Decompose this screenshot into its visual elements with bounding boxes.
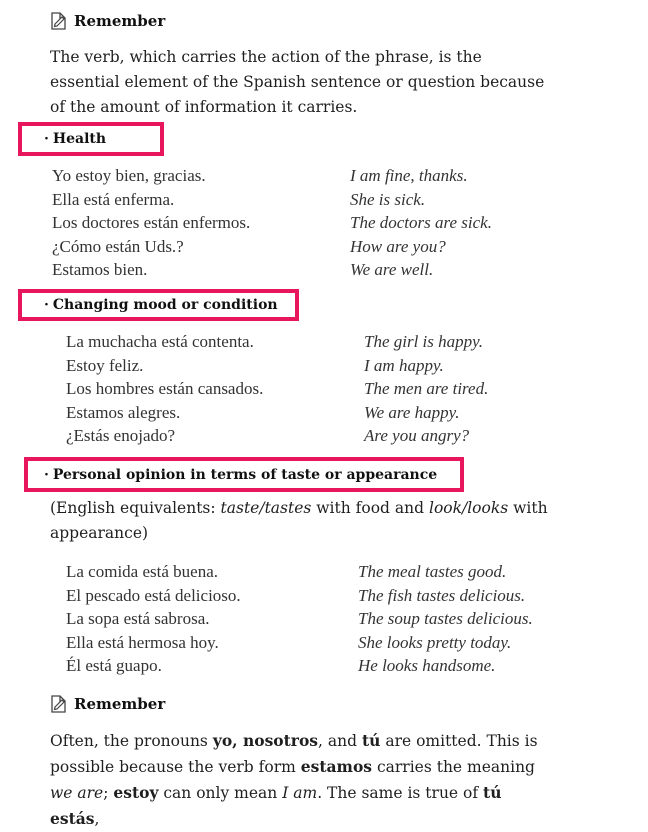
section-heading-health xyxy=(18,122,164,156)
text: carries the meaning xyxy=(372,758,535,776)
spanish-text: Estamos bien. xyxy=(52,260,148,279)
english-text: We are well. xyxy=(350,260,434,279)
spanish-text: La muchacha está contenta. xyxy=(66,332,254,351)
text: are omitted. This is possible because the verb form xyxy=(50,732,538,776)
examples-mood xyxy=(66,330,488,448)
text: can only mean xyxy=(158,784,283,802)
spanish-text: La comida está buena. xyxy=(66,562,218,581)
example-row xyxy=(66,584,533,608)
note-italic: taste/tastes xyxy=(220,499,312,517)
english-text: I am fine, thanks. xyxy=(350,166,468,185)
bold-text: tú estás xyxy=(50,783,502,828)
spanish-text: Estamos alegres. xyxy=(66,402,181,422)
spanish-text: Estoy feliz. xyxy=(66,355,144,375)
example-row xyxy=(52,211,492,235)
english-text: The girl is happy. xyxy=(364,332,484,351)
bullet: · xyxy=(44,297,49,313)
english-text: How are you? xyxy=(350,236,446,256)
spanish-text: Ella está hermosa hoy. xyxy=(66,632,219,652)
remember-label: Remember xyxy=(74,695,166,713)
spanish-text: Ella está enferma. xyxy=(52,189,175,209)
section-heading-personal-opinion xyxy=(24,457,464,492)
english-text: The fish tastes delicious. xyxy=(358,585,526,605)
spanish-text: ¿Cómo están Uds.? xyxy=(52,236,184,256)
example-row xyxy=(66,654,533,678)
spanish-text: Los doctores están enfermos. xyxy=(52,213,251,232)
spanish-text: La sopa está sabrosa. xyxy=(66,609,210,628)
section-heading-text: Health xyxy=(52,131,107,147)
english-text: The doctors are sick. xyxy=(350,213,492,232)
english-text: I am happy. xyxy=(364,355,444,375)
remember-label: Remember xyxy=(74,12,166,30)
spanish-text: El pescado está delicioso. xyxy=(66,585,241,605)
bold-text: yo, nosotros xyxy=(212,731,319,750)
example-row xyxy=(66,631,533,655)
note-text: with appearance) xyxy=(50,499,548,542)
english-text: The soup tastes delicious. xyxy=(358,609,533,628)
examples-health xyxy=(52,164,492,282)
example-row xyxy=(66,560,533,584)
bold-text: estoy xyxy=(113,783,159,802)
english-text: The men are tired. xyxy=(364,379,489,398)
text: , xyxy=(94,810,100,828)
text: , and xyxy=(318,732,362,750)
pencil-note-icon xyxy=(48,10,70,32)
text: ; xyxy=(103,784,114,802)
example-row xyxy=(66,377,488,401)
example-row xyxy=(52,164,492,188)
spanish-text: Los hombres están cansados. xyxy=(66,379,264,398)
example-row xyxy=(52,188,492,212)
section-heading-text: Personal opinion in terms of taste or appearance xyxy=(52,466,438,483)
english-text: Are you angry? xyxy=(364,426,470,445)
example-row xyxy=(66,607,533,631)
example-row xyxy=(66,330,488,354)
remember-heading-1 xyxy=(48,10,165,32)
english-text: The meal tastes good. xyxy=(358,562,507,581)
examples-opinion xyxy=(66,560,533,678)
note-italic: look/looks xyxy=(428,499,509,517)
bullet: · xyxy=(44,466,49,483)
note-text: (English equivalents: xyxy=(50,499,221,517)
bold-text: tú xyxy=(361,731,381,750)
example-row xyxy=(66,354,488,378)
english-equivalents-note xyxy=(50,496,560,546)
section-heading-changing-mood xyxy=(18,289,299,321)
spanish-text: Yo estoy bien, gracias. xyxy=(52,166,206,185)
remember-heading-2 xyxy=(48,693,165,715)
pencil-note-icon xyxy=(48,693,70,715)
example-row xyxy=(66,401,488,425)
english-text: He looks handsome. xyxy=(358,656,496,675)
example-row xyxy=(52,258,492,282)
italic-text: we are xyxy=(50,784,104,802)
bold-text: estamos xyxy=(300,757,373,776)
english-text: We are happy. xyxy=(364,402,460,422)
example-row xyxy=(52,235,492,259)
spanish-text: Él está guapo. xyxy=(66,656,162,675)
remember-paragraph-1: The verb, which carries the action of the phrase, is the essential element of the Spanish sentence or question because of the amount of information it carries. xyxy=(50,48,545,116)
english-text: She is sick. xyxy=(350,189,426,209)
italic-text: I am xyxy=(282,784,318,802)
example-row xyxy=(66,424,488,448)
bullet: · xyxy=(44,131,49,147)
section-heading-text: Changing mood or condition xyxy=(52,297,278,313)
text: Often, the pronouns xyxy=(50,732,213,750)
english-text: She looks pretty today. xyxy=(358,632,512,652)
remember-paragraph-2 xyxy=(50,728,555,832)
note-text: with food and xyxy=(311,499,429,517)
spanish-text: ¿Estás enojado? xyxy=(66,426,176,445)
text: . The same is true of xyxy=(317,784,484,802)
